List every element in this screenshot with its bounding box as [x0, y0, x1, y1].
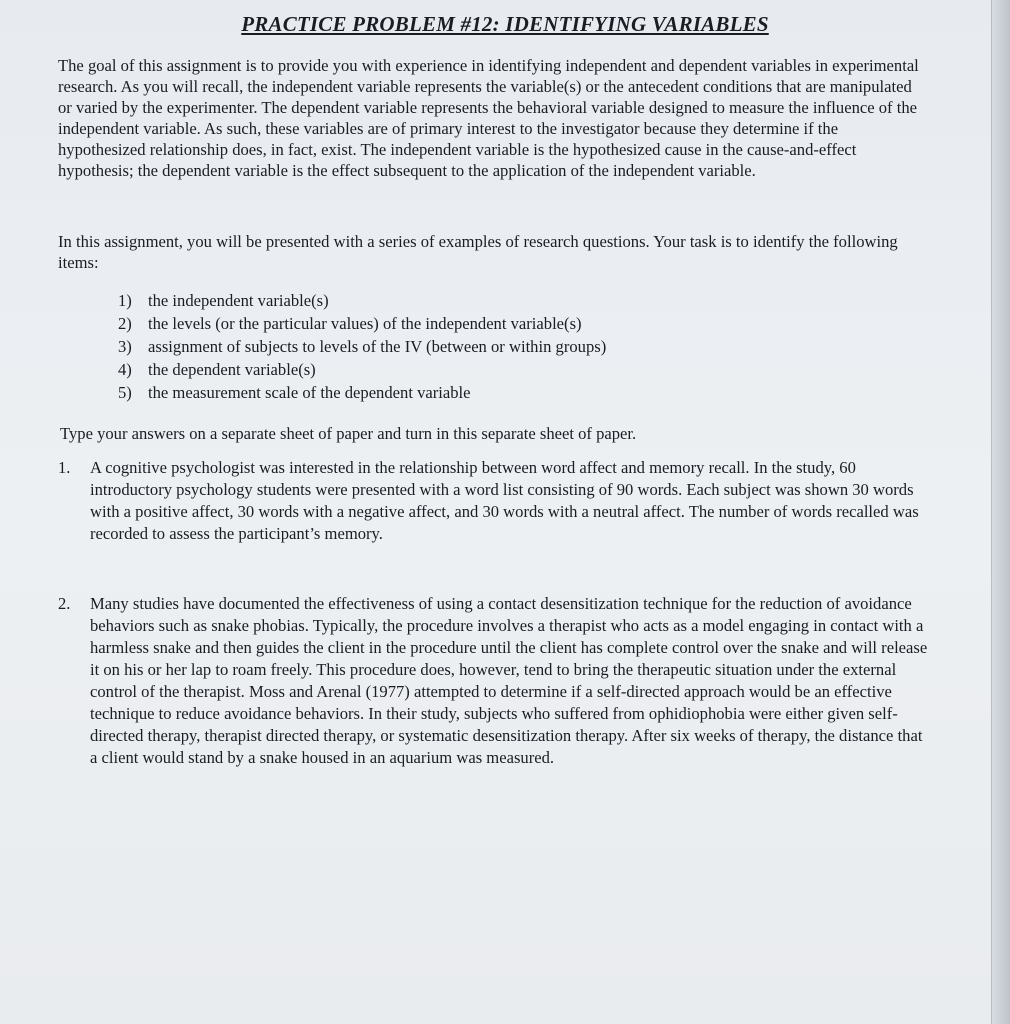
item-text: the levels (or the particular values) of the independent variable(s) [148, 314, 582, 333]
list-item [118, 335, 606, 358]
screen-edge [991, 0, 1010, 1024]
list-item [118, 289, 606, 312]
item-text: assignment of subjects to levels of the IV (between or within groups) [148, 337, 607, 356]
item-number: 4) [118, 360, 132, 379]
question-text: Many studies have documented the effectiveness of using a contact desensitization technique for the reduction of avoidance behaviors such as snake phobias. Typically, the procedure involves a therapist who acts as a model engaging in contact with a harmless snake and then guides the client in the procedure until the client has complete control over the snake and will release it on his or her lap to roam freely. This procedure does, however, tend to bring the therapeutic situation under the external control of the therapist. Moss and Arenal (1977) attempted to determine if a self-directed approach would be an effective technique to reduce avoidance behaviors. In their study, subjects who suffered from ophidiophobia were either given self-directed therapy, therapist directed therapy, or systematic desensitization therapy. After six weeks of therapy, the distance that a client would stand by a snake housed in an aquarium was measured. [90, 594, 928, 767]
item-text: the measurement scale of the dependent variable [148, 383, 471, 402]
question-2 [58, 593, 928, 769]
item-text: the dependent variable(s) [148, 360, 316, 379]
list-item [118, 358, 606, 381]
question-number: 1. [58, 458, 71, 477]
question-number: 2. [58, 594, 71, 613]
item-number: 5) [118, 383, 132, 402]
task-paragraph: In this assignment, you will be presented with a series of examples of research questions. Your task is to identify the following items: [58, 232, 898, 272]
question-text: A cognitive psychologist was interested in the relationship between word affect and memory recall. In the study, 60 introductory psychology students were presented with a word list consisting of 90 words. Each subject was shown 30 words with a positive affect, 30 words with a negative affect, and 30 words with a neutral affect. The number of words recalled was recorded to assess the participant’s memory. [90, 458, 919, 543]
intro-paragraph: The goal of this assignment is to provide you with experience in identifying independent and dependent variables in experimental research. As you will recall, the independent variable represents the variable(s) or the antecedent conditions that are manipulated or varied by the experimenter. The dependent variable represents the behavioral variable designed to measure the influence of the independent variable. As such, these variables are of primary interest to the investigator because they determine if the hypothesized relationship does, in fact, exist. The independent variable is the hypothesized cause in the cause-and-effect hypothesis; the dependent variable is the effect subsequent to the application of the independent variable. [58, 56, 919, 180]
list-item [118, 381, 606, 404]
item-text: the independent variable(s) [148, 291, 329, 310]
instructions-paragraph: Type your answers on a separate sheet of paper and turn in this separate sheet of paper. [60, 424, 637, 443]
item-number: 2) [118, 314, 132, 333]
item-number: 3) [118, 337, 132, 356]
item-number: 1) [118, 291, 132, 310]
items-list [118, 289, 606, 404]
page-title: PRACTICE PROBLEM #12: IDENTIFYING VARIABLES [241, 12, 769, 36]
list-item [118, 312, 606, 335]
question-1 [58, 457, 928, 545]
